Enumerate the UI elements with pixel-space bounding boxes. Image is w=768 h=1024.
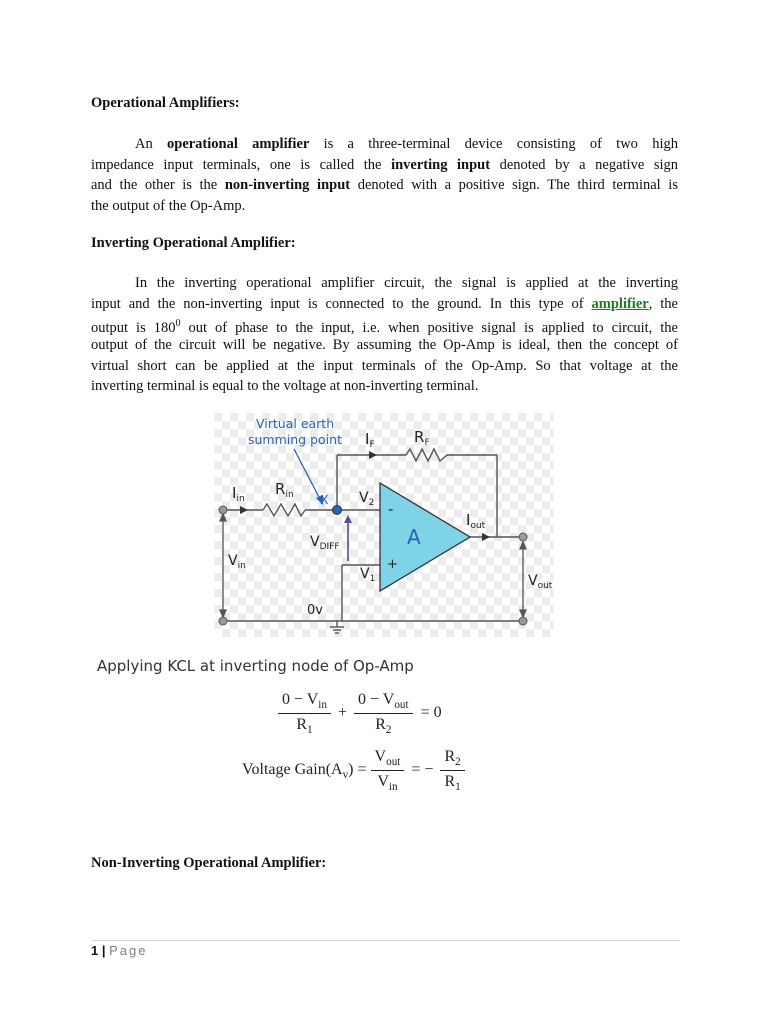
fraction <box>371 748 405 793</box>
label-opamp-a: A <box>407 525 421 549</box>
heading-operational-amplifiers: Operational Amplifiers: <box>91 95 240 111</box>
text-run: denoted by a negative sign <box>490 156 678 173</box>
fraction <box>278 691 331 736</box>
degree-superscript: 0 <box>175 318 181 330</box>
label-zero-volts: 0v <box>307 603 323 618</box>
summing-node <box>333 506 342 515</box>
text-line: virtual short can be applied at the input terminals of the Op-Amp. So that voltage at the <box>91 357 678 374</box>
equals-minus: = − <box>411 761 434 779</box>
label-v1: $V_1$ <box>360 566 376 584</box>
page-label: Page <box>109 943 148 958</box>
bold-term: non-inverting input <box>224 177 351 194</box>
text-line <box>91 134 678 155</box>
text-run: is a three-terminal device consisting of two high <box>309 136 678 152</box>
equation-kcl <box>278 691 442 736</box>
label-virtual-earth-line2: summing point <box>248 432 342 447</box>
page-number: 1 <box>91 943 99 958</box>
numerator-text: 0 − V <box>282 691 319 708</box>
text-run: impedance input terminals, one is called the <box>91 156 392 173</box>
fraction <box>440 748 464 793</box>
text-line <box>91 294 678 315</box>
label-vout: $V_{out}$ <box>528 573 553 591</box>
heading-inverting-opamp: Inverting Operational Amplifier: <box>91 235 296 251</box>
bold-term: operational amplifier <box>167 136 310 152</box>
text-run: An <box>135 136 167 152</box>
footer-separator: | <box>98 943 110 958</box>
gain-label: Voltage $Gain(A_v)$ = <box>242 761 367 782</box>
text-line: inverting terminal is equal to the voltage at non-inverting terminal. <box>91 378 479 395</box>
bold-term: inverting input <box>391 156 491 173</box>
amplifier-link[interactable]: amplifier <box>591 295 649 312</box>
page-footer <box>91 943 147 958</box>
text-run: out of phase to the input, i.e. when positive signal is applied to circuit, the <box>180 320 678 337</box>
paragraph-inverting <box>91 273 678 397</box>
label-rin: $R_{in}$ <box>275 480 294 500</box>
numerator-text: V <box>374 748 387 765</box>
text-line: In the inverting operational amplifier circuit, the signal is applied at the inverting <box>135 275 678 291</box>
text-line <box>91 175 678 196</box>
label-iout: $I_{out}$ <box>466 511 486 531</box>
text-line <box>91 314 678 335</box>
text-line: the output of the Op-Amp. <box>91 198 246 215</box>
equation-voltage-gain <box>242 748 465 793</box>
label-v2: $V_2$ <box>359 490 375 508</box>
heading-non-inverting-opamp: Non-Inverting Operational Amplifier: <box>91 855 327 871</box>
text-run: denoted with a positive sign. The third terminal is <box>350 177 678 194</box>
subscript: 2 <box>385 724 392 737</box>
equals-zero: = 0 <box>420 704 442 722</box>
text-run: , the <box>648 295 678 312</box>
label-iin: $I_{in}$ <box>232 484 245 504</box>
label-vin: $V_{in}$ <box>228 553 246 571</box>
inverting-opamp-circuit-diagram <box>214 413 554 637</box>
text-run: output is 180 <box>91 320 176 337</box>
label-virtual-earth-line1: Virtual earth <box>256 416 335 431</box>
subscript: 1 <box>307 724 313 737</box>
kcl-caption: Applying KCL at inverting node of Op-Amp <box>97 657 414 675</box>
label-x: X <box>320 492 329 507</box>
label-plus: + <box>387 557 398 572</box>
subscript: 2 <box>455 756 461 769</box>
footer-divider <box>91 940 680 941</box>
subscript: out <box>394 699 409 712</box>
label-if: $I_F$ <box>365 430 375 450</box>
denominator-text: V <box>377 773 389 791</box>
text-line <box>91 155 678 176</box>
paragraph-opamp-intro <box>91 134 678 217</box>
subscript: in <box>318 699 327 712</box>
denominator-text: R <box>375 716 386 734</box>
label-rf: $R_F$ <box>414 428 430 448</box>
numerator-text: 0 − V <box>358 691 395 708</box>
subscript: 1 <box>455 781 461 794</box>
text-run: input and the non-inverting input is connected to the ground. In this type of <box>91 295 592 312</box>
text-line: output of the circuit will be negative. By assuming the Op-Amp is ideal, then the concept of <box>91 337 678 354</box>
label-minus: - <box>388 500 394 518</box>
subscript: in <box>388 781 398 794</box>
text-run: and the other is the <box>91 177 225 194</box>
numerator-text: R <box>444 748 456 765</box>
fraction <box>354 691 413 736</box>
label-vdiff: $V_{DIFF}$ <box>310 534 340 552</box>
denominator-text: R <box>444 773 456 791</box>
denominator-text: R <box>296 716 308 734</box>
subscript: out <box>386 756 401 769</box>
plus-sign: + <box>338 704 348 722</box>
